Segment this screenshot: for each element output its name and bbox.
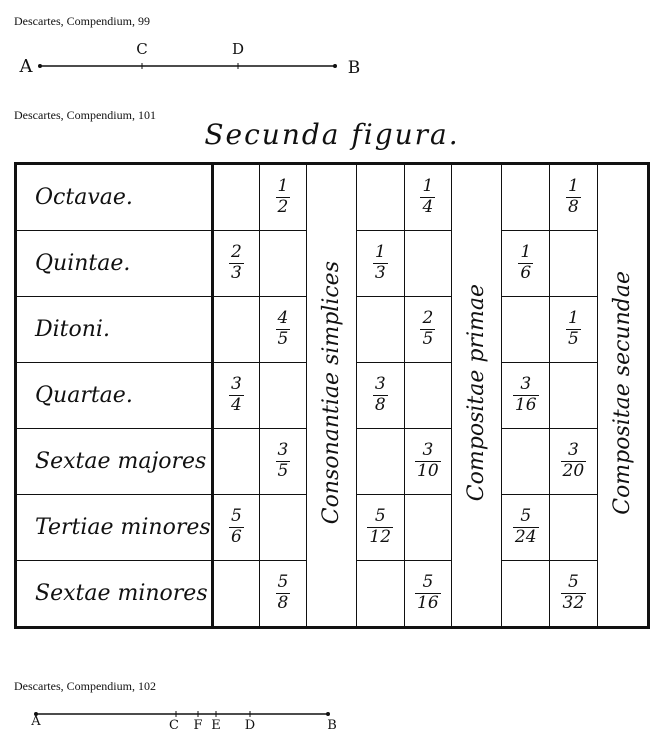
value-cell: [356, 297, 404, 363]
value-cell: [404, 495, 452, 561]
numerator: 1: [374, 242, 386, 263]
denominator: 24: [514, 527, 537, 547]
group-label-cell: [597, 164, 648, 628]
numerator: 2: [422, 308, 434, 329]
value-cell: [502, 231, 550, 297]
denominator: 6: [520, 263, 532, 283]
value-cell: [212, 164, 260, 231]
table-row: [16, 164, 649, 231]
value-cell: [260, 429, 307, 495]
denominator: 3: [231, 263, 242, 283]
denominator: 12: [369, 527, 392, 547]
simplex-ratio: [276, 177, 291, 217]
value-cell: [212, 561, 260, 628]
simplex-ratio: [229, 507, 244, 547]
value-cell: [404, 297, 452, 363]
secunda-ratio: [566, 309, 581, 349]
simplex-ratio: [229, 375, 244, 415]
denominator: 5: [567, 329, 579, 349]
prima-ratio: [415, 441, 441, 481]
value-cell: [404, 231, 452, 297]
secunda-ratio: [513, 375, 539, 415]
value-cell: [356, 231, 404, 297]
interval-name: Quartae.: [16, 363, 213, 429]
numerator: 5: [374, 506, 386, 527]
prima-ratio: [373, 375, 388, 415]
numerator: 1: [567, 176, 579, 197]
point-label-e: E: [211, 718, 221, 733]
interval-name: Octavae.: [16, 164, 213, 231]
denominator: 3: [374, 263, 386, 283]
numerator: 3: [520, 374, 532, 395]
numerator: 3: [374, 374, 386, 395]
value-cell: [550, 164, 598, 231]
prima-ratio: [415, 573, 441, 613]
value-cell: [212, 231, 260, 297]
value-cell: [502, 297, 550, 363]
numerator: 1: [520, 242, 532, 263]
prima-ratio: [373, 243, 388, 283]
denominator: 4: [231, 395, 242, 415]
numerator: 3: [231, 374, 242, 395]
value-cell: [404, 164, 452, 231]
point-label-d: D: [244, 718, 256, 733]
numerator: 3: [567, 440, 579, 461]
value-cell: [550, 231, 598, 297]
group-label-cell: [306, 164, 356, 628]
numerator: 1: [422, 176, 434, 197]
denominator: 5: [277, 329, 289, 349]
interval-name: Quintae.: [16, 231, 213, 297]
point-label-a: A: [31, 714, 41, 729]
caption-fig-101: Descartes, Compendium, 101: [14, 108, 156, 122]
value-cell: [404, 363, 452, 429]
line-diagram-99: [0, 36, 664, 86]
caption-fig-99: Descartes, Compendium, 99: [14, 14, 150, 28]
value-cell: [502, 164, 550, 231]
point-label-c: C: [169, 718, 179, 733]
numerator: 1: [567, 308, 579, 329]
interval-name: Sextae majores: [16, 429, 213, 495]
value-cell: [260, 297, 307, 363]
denominator: 10: [417, 461, 439, 481]
value-cell: [356, 363, 404, 429]
value-cell: [502, 495, 550, 561]
denominator: 4: [422, 197, 434, 217]
denominator: 8: [374, 395, 386, 415]
simplex-ratio: [229, 243, 244, 283]
prima-ratio: [367, 507, 393, 547]
simplex-ratio: [276, 573, 291, 613]
numerator: 2: [231, 242, 242, 263]
point-label-b: B: [327, 718, 337, 733]
caption-fig-102: Descartes, Compendium, 102: [14, 679, 156, 693]
interval-name: Tertiae minores: [16, 495, 213, 561]
point-label-b: B: [347, 58, 361, 78]
group-label-secunda: Compositae secundae: [609, 271, 635, 515]
value-cell: [260, 495, 307, 561]
numerator: 5: [422, 572, 434, 593]
value-cell: [502, 429, 550, 495]
denominator: 8: [567, 197, 579, 217]
interval-name: Ditoni.: [16, 297, 213, 363]
value-cell: [550, 429, 598, 495]
denominator: 2: [277, 197, 289, 217]
value-cell: [404, 561, 452, 628]
prima-ratio: [420, 309, 435, 349]
denominator: 5: [277, 461, 289, 481]
secunda-ratio: [561, 573, 587, 613]
prima-ratio: [420, 177, 435, 217]
denominator: 32: [562, 593, 585, 613]
value-cell: [212, 495, 260, 561]
secunda-ratio: [513, 507, 539, 547]
denominator: 16: [417, 593, 439, 613]
value-cell: [260, 231, 307, 297]
denominator: 8: [277, 593, 289, 613]
value-cell: [356, 561, 404, 628]
denominator: 6: [231, 527, 242, 547]
point-label-f: F: [193, 718, 203, 733]
numerator: 5: [520, 506, 532, 527]
numerator: 5: [567, 572, 579, 593]
line-diagram-102: [0, 700, 664, 740]
value-cell: [502, 363, 550, 429]
value-cell: [260, 561, 307, 628]
value-cell: [356, 495, 404, 561]
denominator: 5: [422, 329, 434, 349]
value-cell: [404, 429, 452, 495]
numerator: 4: [277, 308, 289, 329]
numerator: 3: [277, 440, 289, 461]
value-cell: [260, 363, 307, 429]
interval-name: Sextae minores: [16, 561, 213, 628]
denominator: 20: [562, 461, 585, 481]
point-label-c: C: [136, 40, 148, 58]
value-cell: [356, 429, 404, 495]
simplex-ratio: [276, 441, 291, 481]
value-cell: [550, 495, 598, 561]
numerator: 5: [277, 572, 289, 593]
secunda-ratio: [566, 177, 581, 217]
group-label-prima: Compositae primae: [464, 284, 490, 502]
point-label-d: D: [231, 40, 245, 58]
secunda-ratio: [561, 441, 587, 481]
value-cell: [356, 164, 404, 231]
value-cell: [502, 561, 550, 628]
numerator: 5: [231, 506, 242, 527]
simplex-ratio: [276, 309, 291, 349]
consonance-table: [14, 162, 650, 629]
denominator: 16: [514, 395, 537, 415]
value-cell: [260, 164, 307, 231]
value-cell: [550, 561, 598, 628]
secunda-ratio: [518, 243, 533, 283]
figure-title: Secunda figura.: [204, 118, 460, 151]
value-cell: [550, 363, 598, 429]
segment-line-99: [0, 36, 664, 86]
value-cell: [550, 297, 598, 363]
group-label-simplex: Consonantiae simplices: [318, 261, 344, 525]
numerator: 1: [277, 176, 289, 197]
point-label-a: A: [19, 56, 33, 77]
value-cell: [212, 363, 260, 429]
value-cell: [212, 297, 260, 363]
numerator: 3: [422, 440, 434, 461]
group-label-cell: [452, 164, 502, 628]
value-cell: [212, 429, 260, 495]
